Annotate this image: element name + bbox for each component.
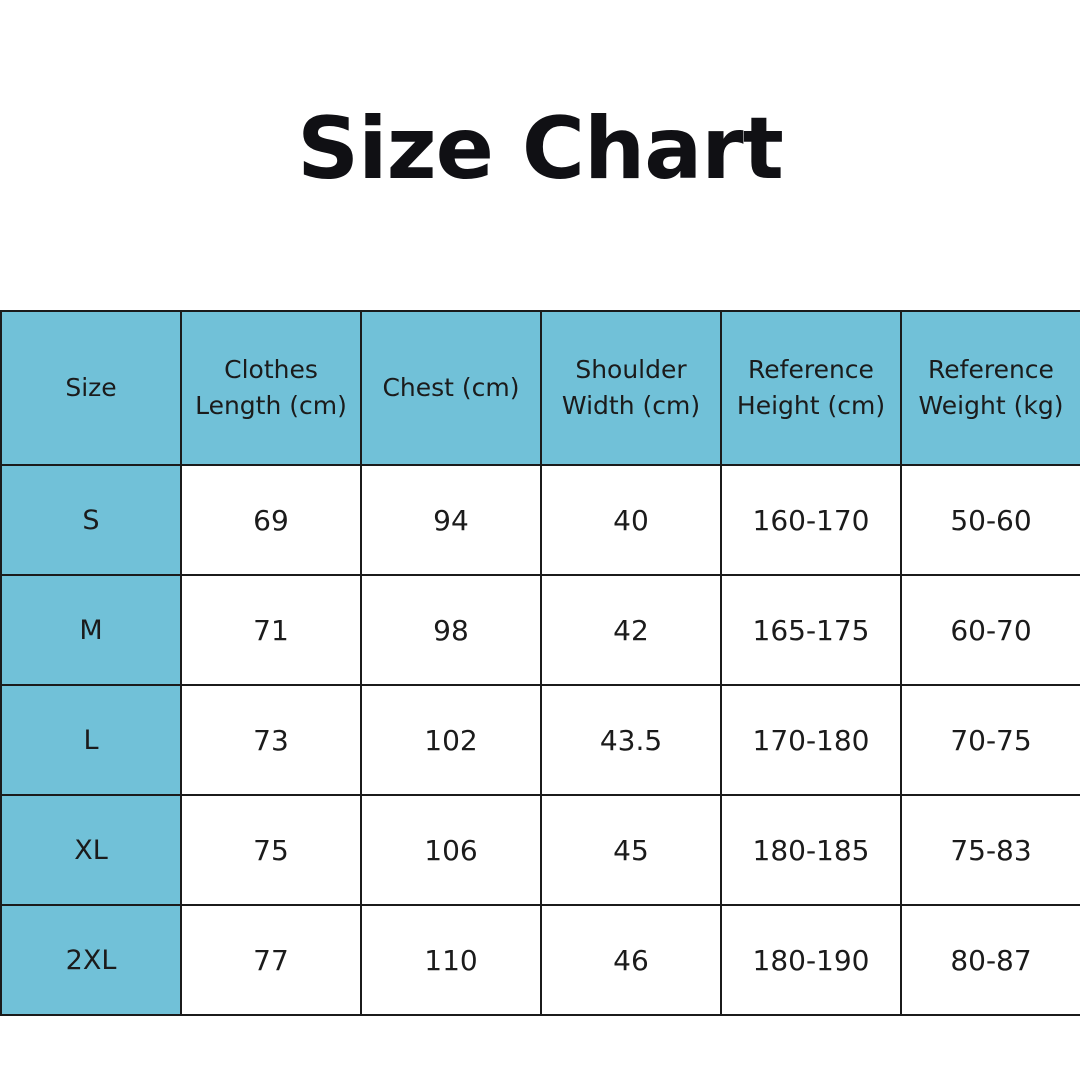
- cell-reference-weight: 80-87: [901, 905, 1080, 1015]
- cell-reference-weight: 75-83: [901, 795, 1080, 905]
- cell-chest: 98: [361, 575, 541, 685]
- table-row: [1, 575, 1080, 685]
- cell-clothes-length: 69: [181, 465, 361, 575]
- cell-size: 2XL: [1, 905, 181, 1015]
- cell-chest: 94: [361, 465, 541, 575]
- cell-shoulder-width: 45: [541, 795, 721, 905]
- size-chart-table-wrapper: [0, 310, 1080, 1016]
- column-header-size: Size: [1, 311, 181, 465]
- cell-reference-weight: 60-70: [901, 575, 1080, 685]
- column-header-reference-weight: Reference Weight (kg): [901, 311, 1080, 465]
- size-chart-table: [0, 310, 1080, 1016]
- column-header-shoulder-width: Shoulder Width (cm): [541, 311, 721, 465]
- column-header-clothes-length: Clothes Length (cm): [181, 311, 361, 465]
- cell-chest: 106: [361, 795, 541, 905]
- cell-reference-height: 180-190: [721, 905, 901, 1015]
- cell-reference-weight: 50-60: [901, 465, 1080, 575]
- cell-size: XL: [1, 795, 181, 905]
- cell-shoulder-width: 42: [541, 575, 721, 685]
- cell-reference-height: 170-180: [721, 685, 901, 795]
- cell-clothes-length: 77: [181, 905, 361, 1015]
- cell-shoulder-width: 43.5: [541, 685, 721, 795]
- cell-reference-weight: 70-75: [901, 685, 1080, 795]
- cell-reference-height: 165-175: [721, 575, 901, 685]
- cell-reference-height: 160-170: [721, 465, 901, 575]
- cell-chest: 102: [361, 685, 541, 795]
- table-row: [1, 795, 1080, 905]
- cell-size: L: [1, 685, 181, 795]
- cell-clothes-length: 75: [181, 795, 361, 905]
- page-title: Size Chart: [297, 99, 783, 199]
- table-row: [1, 685, 1080, 795]
- cell-chest: 110: [361, 905, 541, 1015]
- cell-clothes-length: 73: [181, 685, 361, 795]
- cell-size: M: [1, 575, 181, 685]
- table-header-row: [1, 311, 1080, 465]
- cell-size: S: [1, 465, 181, 575]
- table-header: [1, 311, 1080, 465]
- cell-clothes-length: 71: [181, 575, 361, 685]
- table-row: [1, 905, 1080, 1015]
- cell-shoulder-width: 40: [541, 465, 721, 575]
- cell-reference-height: 180-185: [721, 795, 901, 905]
- column-header-reference-height: Reference Height (cm): [721, 311, 901, 465]
- cell-shoulder-width: 46: [541, 905, 721, 1015]
- table-row: [1, 465, 1080, 575]
- table-body: [1, 465, 1080, 1015]
- column-header-chest: Chest (cm): [361, 311, 541, 465]
